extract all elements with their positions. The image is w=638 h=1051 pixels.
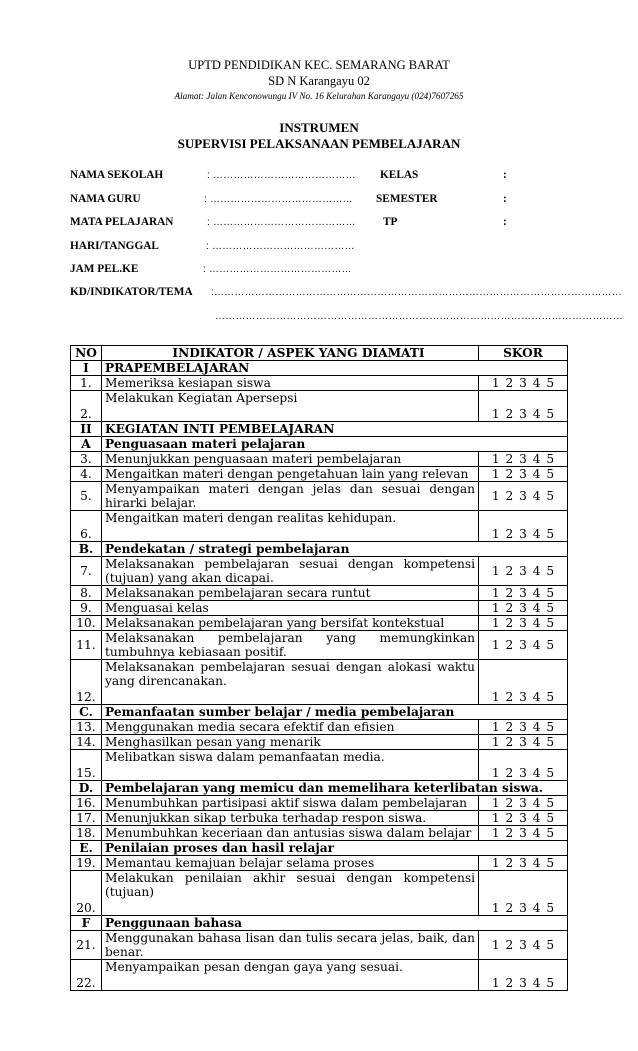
item-number: 6. xyxy=(71,511,102,542)
item-number: 13. xyxy=(71,720,102,735)
input-nama-guru[interactable]: : …………………………………… xyxy=(204,194,353,205)
table-row xyxy=(71,391,568,422)
input-jam-pel[interactable]: : …………………………………… xyxy=(203,264,352,275)
score-options[interactable]: 1 2 3 4 5 xyxy=(479,482,568,511)
table-row xyxy=(71,631,568,660)
section-number: D. xyxy=(71,781,102,796)
table-row xyxy=(71,826,568,841)
item-indicator: Menumbuhkan keceriaan dan antusias siswa dalam belajar xyxy=(102,826,479,841)
supervision-table xyxy=(70,345,568,991)
score-options[interactable]: 1 2 3 4 5 xyxy=(479,811,568,826)
table-row xyxy=(71,856,568,871)
item-number: 5. xyxy=(71,482,102,511)
section-row xyxy=(71,841,568,856)
score-options[interactable]: 1 2 3 4 5 xyxy=(479,750,568,781)
header-skor: SKOR xyxy=(479,346,568,361)
score-options[interactable]: 1 2 3 4 5 xyxy=(479,467,568,482)
score-options[interactable]: 1 2 3 4 5 xyxy=(479,796,568,811)
item-number: 2. xyxy=(71,391,102,422)
section-row xyxy=(71,781,568,796)
header-no: NO xyxy=(71,346,102,361)
section-number: E. xyxy=(71,841,102,856)
section-title: Penilaian proses dan hasil relajar xyxy=(102,841,568,856)
table-row xyxy=(71,796,568,811)
table-header-row xyxy=(71,346,568,361)
label-tp: TP xyxy=(383,216,398,228)
item-indicator: Menggunakan media secara efektif dan efisien xyxy=(102,720,479,735)
score-options[interactable]: 1 2 3 4 5 xyxy=(479,601,568,616)
score-options[interactable]: 1 2 3 4 5 xyxy=(479,931,568,960)
item-number: 4. xyxy=(71,467,102,482)
item-indicator: Melibatkan siswa dalam pemanfaatan media. xyxy=(102,750,479,781)
table-row xyxy=(71,720,568,735)
school-district-heading: UPTD PENDIDIKAN KEC. SEMARANG BARAT xyxy=(188,58,450,72)
score-options[interactable]: 1 2 3 4 5 xyxy=(479,960,568,991)
item-number: 14. xyxy=(71,735,102,750)
item-number: 10. xyxy=(71,616,102,631)
score-options[interactable]: 1 2 3 4 5 xyxy=(479,391,568,422)
document-title: INSTRUMEN xyxy=(279,120,359,135)
section-number: F xyxy=(71,916,102,931)
section-number: C. xyxy=(71,705,102,720)
item-number: 16. xyxy=(71,796,102,811)
label-semester: SEMESTER xyxy=(376,193,438,205)
score-options[interactable]: 1 2 3 4 5 xyxy=(479,586,568,601)
section-title: Pemanfaatan sumber belajar / media pembelajaran xyxy=(102,705,568,720)
section-row xyxy=(71,422,568,437)
item-indicator: Melaksanakan pembelajaran yang bersifat kontekstual xyxy=(102,616,479,631)
input-kd-indikator-tema[interactable]: :………………………………………………………………………………………………………… xyxy=(211,287,622,298)
item-indicator: Melaksanakan pembelajaran secara runtut xyxy=(102,586,479,601)
section-title: Pendekatan / strategi pembelajaran xyxy=(102,542,568,557)
table-body xyxy=(71,361,568,991)
item-number: 21. xyxy=(71,931,102,960)
colon-kelas: : xyxy=(503,169,507,181)
score-options[interactable]: 1 2 3 4 5 xyxy=(479,631,568,660)
score-options[interactable]: 1 2 3 4 5 xyxy=(479,557,568,586)
item-indicator: Melaksanakan pembelajaran yang memungkinkan tumbuhnya kebiasaan positif. xyxy=(102,631,479,660)
table-row xyxy=(71,960,568,991)
section-row xyxy=(71,361,568,376)
item-indicator: Menumbuhkan partisipasi aktif siswa dalam pembelajaran xyxy=(102,796,479,811)
section-number: I xyxy=(71,361,102,376)
item-number: 3. xyxy=(71,452,102,467)
school-name-heading: SD N Karangayu 02 xyxy=(268,74,370,88)
item-indicator: Menggunakan bahasa lisan dan tulis secara jelas, baik, dan benar. xyxy=(102,931,479,960)
item-number: 8. xyxy=(71,586,102,601)
input-hari-tanggal[interactable]: : …………………………………… xyxy=(206,241,355,252)
table-row xyxy=(71,557,568,586)
table-row xyxy=(71,871,568,916)
item-indicator: Memeriksa kesiapan siswa xyxy=(102,376,479,391)
item-number: 20. xyxy=(71,871,102,916)
score-options[interactable]: 1 2 3 4 5 xyxy=(479,871,568,916)
label-hari-tanggal: HARI/TANGGAL xyxy=(70,240,159,252)
label-nama-guru: NAMA GURU xyxy=(70,193,141,205)
item-indicator: Melaksanakan pembelajaran sesuai dengan alokasi waktu yang direncanakan. xyxy=(102,660,479,705)
item-indicator: Memantau kemajuan belajar selama proses xyxy=(102,856,479,871)
item-indicator: Mengaitkan materi dengan realitas kehidupan. xyxy=(102,511,479,542)
item-number: 7. xyxy=(71,557,102,586)
item-number: 9. xyxy=(71,601,102,616)
section-row xyxy=(71,916,568,931)
item-indicator: Menghasilkan pesan yang menarik xyxy=(102,735,479,750)
score-options[interactable]: 1 2 3 4 5 xyxy=(479,720,568,735)
item-number: 18. xyxy=(71,826,102,841)
section-title: Pembelajaran yang memicu dan memelihara keterlibatan siswa. xyxy=(102,781,568,796)
section-title: Penguasaan materi pelajaran xyxy=(102,437,568,452)
table-row xyxy=(71,452,568,467)
section-title: Penggunaan bahasa xyxy=(102,916,568,931)
item-indicator: Melakukan Kegiatan Apersepsi xyxy=(102,391,479,422)
item-indicator: Menyampaikan materi dengan jelas dan sesuai dengan hirarki belajar. xyxy=(102,482,479,511)
score-options[interactable]: 1 2 3 4 5 xyxy=(479,660,568,705)
table-row xyxy=(71,482,568,511)
section-row xyxy=(71,705,568,720)
label-kd-indikator-tema: KD/INDIKATOR/TEMA xyxy=(70,286,193,298)
item-number: 17. xyxy=(71,811,102,826)
table-row xyxy=(71,750,568,781)
section-title: KEGIATAN INTI PEMBELAJARAN xyxy=(102,422,568,437)
section-row xyxy=(71,542,568,557)
input-nama-sekolah[interactable]: : …………………………………… xyxy=(207,170,356,181)
item-number: 19. xyxy=(71,856,102,871)
table-row xyxy=(71,931,568,960)
item-indicator: Menunjukkan sikap terbuka terhadap respon siswa. xyxy=(102,811,479,826)
table-row xyxy=(71,660,568,705)
label-jam-pel: JAM PEL.KE xyxy=(70,263,139,275)
school-address: Alamat: Jalan Kenconowungu IV No. 16 Kelurahan Karangayu (024)7607265 xyxy=(174,91,464,101)
input-kd-indikator-tema-line2[interactable]: ………………………………………………………………………………………………………… xyxy=(215,311,623,322)
score-options[interactable]: 1 2 3 4 5 xyxy=(479,511,568,542)
score-options[interactable]: 1 2 3 4 5 xyxy=(479,376,568,391)
section-number: A xyxy=(71,437,102,452)
item-number: 12. xyxy=(71,660,102,705)
colon-semester: : xyxy=(503,193,507,205)
item-indicator: Mengaitkan materi dengan pengetahuan lain yang relevan xyxy=(102,467,479,482)
item-number: 1. xyxy=(71,376,102,391)
score-options[interactable]: 1 2 3 4 5 xyxy=(479,856,568,871)
item-number: 15. xyxy=(71,750,102,781)
score-options[interactable]: 1 2 3 4 5 xyxy=(479,735,568,750)
section-number: B. xyxy=(71,542,102,557)
document-subtitle: SUPERVISI PELAKSANAAN PEMBELAJARAN xyxy=(177,136,461,151)
score-options[interactable]: 1 2 3 4 5 xyxy=(479,452,568,467)
table-row xyxy=(71,586,568,601)
table-row xyxy=(71,616,568,631)
item-number: 22. xyxy=(71,960,102,991)
item-indicator: Menguasai kelas xyxy=(102,601,479,616)
item-number: 11. xyxy=(71,631,102,660)
label-nama-sekolah: NAMA SEKOLAH xyxy=(70,169,164,181)
table-row xyxy=(71,376,568,391)
label-mata-pelajaran: MATA PELAJARAN xyxy=(70,216,174,228)
table-row xyxy=(71,511,568,542)
item-indicator: Menyampaikan pesan dengan gaya yang sesuai. xyxy=(102,960,479,991)
section-row xyxy=(71,437,568,452)
header-indikator: INDIKATOR / ASPEK YANG DIAMATI xyxy=(102,346,479,361)
table-row xyxy=(71,735,568,750)
table-row xyxy=(71,811,568,826)
section-number: II xyxy=(71,422,102,437)
score-options[interactable]: 1 2 3 4 5 xyxy=(479,616,568,631)
colon-tp: : xyxy=(503,216,507,228)
item-indicator: Menunjukkan penguasaan materi pembelajaran xyxy=(102,452,479,467)
table-row xyxy=(71,601,568,616)
score-options[interactable]: 1 2 3 4 5 xyxy=(479,826,568,841)
item-indicator: Melakukan penilaian akhir sesuai dengan kompetensi (tujuan) xyxy=(102,871,479,916)
label-kelas: KELAS xyxy=(380,169,419,181)
table-row xyxy=(71,467,568,482)
item-indicator: Melaksanakan pembelajaran sesuai dengan kompetensi (tujuan) yang akan dicapai. xyxy=(102,557,479,586)
section-title: PRAPEMBELAJARAN xyxy=(102,361,568,376)
input-mata-pelajaran[interactable]: : …………………………………… xyxy=(207,217,356,228)
